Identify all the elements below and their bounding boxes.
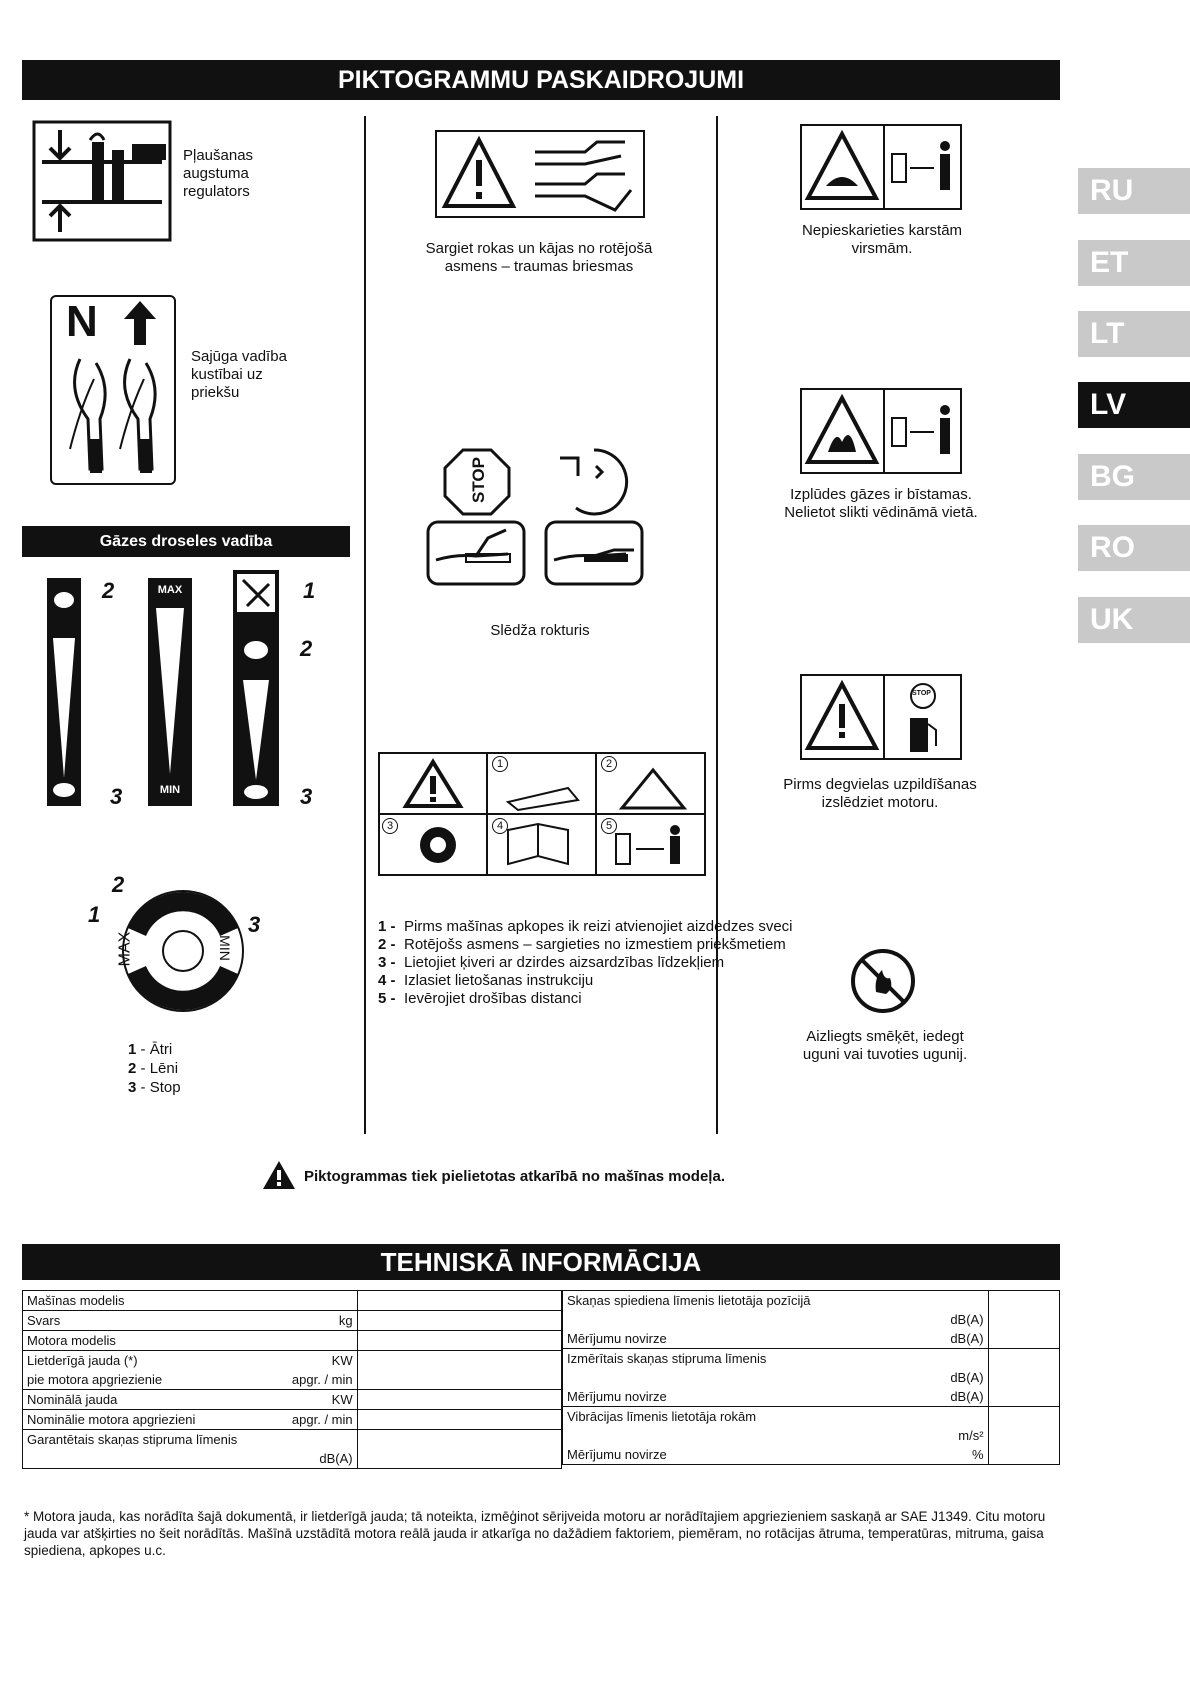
tech-info-title: TEHNISKĀ INFORMĀCIJA <box>22 1244 1060 1280</box>
cutting-height-icon <box>32 120 172 242</box>
speed-legend <box>128 1040 181 1097</box>
clutch-icon <box>50 295 176 485</box>
tech-value-cell[interactable] <box>357 1331 561 1351</box>
gauge-min-label: MIN <box>159 784 181 796</box>
table-row <box>563 1368 1060 1387</box>
grid-num-3: 3 <box>382 818 398 834</box>
lang-tab-lv[interactable]: LV <box>1078 382 1190 428</box>
footnote: * Motora jauda, kas norādīta šajā dokumentā, ir lietderīgā jauda; tā noteikta, izmēģinot sērijveida motoru ar norādītajiem apgriezieniem saskaņā ar SAE J1349. Citu motoru jauda var atšķirties no šeit norādītās. Mašīnā uzstādītā motora reālā jauda ir atkarīga no dažādiem faktoriem, piemēram, no rotācijas ātruma, temperatūras, mitruma, gaisa spiediena, apkopes u.c. <box>24 1509 1046 1558</box>
tech-label: Nominālie motora apgriezieni apgr. / min <box>23 1410 358 1430</box>
neutral-label: N <box>66 297 98 346</box>
tech-label: dB(A) <box>563 1310 989 1329</box>
dial-num-3: 3 <box>248 912 261 937</box>
tech-value-cell[interactable] <box>357 1291 561 1311</box>
lang-tab-bg[interactable]: BG <box>1078 454 1190 500</box>
gauge3-num-2: 2 <box>300 636 313 661</box>
dial-num-2: 2 <box>112 872 125 897</box>
tech-label: Izmērītais skaņas stipruma līmenis <box>563 1349 989 1369</box>
table-row <box>23 1351 562 1371</box>
legend-item: 3 - Lietojiet ķiveri ar dzirdes aizsardzības līdzekļiem <box>378 954 725 971</box>
clutch-caption: Sajūga vadība kustībai uz priekšu <box>191 348 287 401</box>
legend-item: 5 - Ievērojiet drošības distanci <box>378 990 582 1007</box>
tech-label: Nominālā jauda KW <box>23 1390 358 1410</box>
column-divider <box>364 116 366 1134</box>
table-row <box>563 1426 1060 1445</box>
safety-warnings-grid <box>378 752 706 876</box>
grid-num-5: 5 <box>601 818 617 834</box>
tech-label: Mērījumu novirze dB(A) <box>563 1329 989 1349</box>
table-row <box>563 1329 1060 1349</box>
tech-label: Garantētais skaņas stipruma līmenis <box>23 1430 358 1450</box>
tech-label: Mērījumu novirze % <box>563 1445 989 1465</box>
legend-item: 3 - Stop <box>128 1079 181 1096</box>
tech-label: Motora modelis <box>23 1331 358 1351</box>
grid-num-1: 1 <box>492 756 508 772</box>
throttle-gauge-max-min <box>148 578 192 806</box>
table-row <box>23 1291 562 1311</box>
blade-warning-icon <box>435 130 645 218</box>
throttle-wedge <box>148 578 192 806</box>
gauge3-num-3: 3 <box>300 784 313 809</box>
grid-num-2: 2 <box>601 756 617 772</box>
pictogram-note: Piktogrammas tiek pielietotas atkarībā no mašīnas modeļa. <box>304 1168 725 1185</box>
tech-label: dB(A) <box>23 1449 358 1469</box>
legend-item: 1 - Ātri <box>128 1041 173 1058</box>
lang-tab-ro[interactable]: RO <box>1078 525 1190 571</box>
no-fire-icon <box>850 948 916 1014</box>
safety-legend <box>378 918 793 1008</box>
table-row <box>23 1311 562 1331</box>
gauge3-num-1: 1 <box>303 578 316 603</box>
page-title: PIKTOGRAMMU PASKAIDROJUMI <box>22 60 1060 100</box>
table-row <box>563 1407 1060 1427</box>
lang-tab-et[interactable]: ET <box>1078 240 1190 286</box>
tech-label: pie motora apgriezienie apgr. / min <box>23 1370 358 1390</box>
table-row <box>563 1291 1060 1311</box>
lang-tab-ru[interactable]: RU <box>1078 168 1190 214</box>
handle-released-icon <box>426 520 526 586</box>
stop-sign-label: STOP <box>468 457 488 503</box>
legend-item: 2 - Rotējošs asmens – sargieties no izmestiem priekšmetiem <box>378 936 786 953</box>
dial-min-label: MIN <box>216 935 233 961</box>
tech-value-cell[interactable] <box>988 1291 1059 1349</box>
tech-value-cell[interactable] <box>988 1407 1059 1465</box>
throttle-gauge-choke <box>233 570 279 806</box>
tech-table-left <box>22 1290 562 1469</box>
tech-value-cell[interactable] <box>357 1430 561 1469</box>
tech-label: Mērījumu novirze dB(A) <box>563 1387 989 1407</box>
tech-value-cell[interactable] <box>988 1349 1059 1407</box>
table-row <box>563 1349 1060 1369</box>
no-fire-caption: Aizliegts smēķēt, iedegt uguni vai tuvoties ugunij. <box>802 1028 968 1063</box>
throttle-gauge-rabbit-turtle <box>47 578 81 806</box>
tech-label: dB(A) <box>563 1368 989 1387</box>
cutting-height-caption: Pļaušanas augstuma regulators <box>183 147 254 200</box>
gauge1-num-2: 2 <box>102 578 115 603</box>
exhaust-caption: Izplūdes gāzes ir bīstamas. Nelietot slikti vēdināmā vietā. <box>784 486 978 521</box>
tech-value-cell[interactable] <box>357 1410 561 1430</box>
tech-label: Mašīnas modelis <box>23 1291 358 1311</box>
tech-label: Skaņas spiediena līmenis lietotāja pozīcijā <box>563 1291 989 1311</box>
legend-item: 4 - Izlasiet lietošanas instrukciju <box>378 972 594 989</box>
tech-value-cell[interactable] <box>357 1351 561 1390</box>
grid-num-4: 4 <box>492 818 508 834</box>
warning-triangle-icon <box>262 1160 296 1190</box>
tech-label: m/s² <box>563 1426 989 1445</box>
gauge1-num-3: 3 <box>110 784 123 809</box>
handle-pressed-icon <box>544 520 644 586</box>
table-row <box>23 1430 562 1450</box>
gauge-max-label: MAX <box>157 584 183 596</box>
legend-item: 1 - Pirms mašīnas apkopes ik reizi atvienojiet aizdedzes sveci <box>378 918 793 935</box>
rotation-icon <box>556 446 630 516</box>
legend-item: 2 - Lēni <box>128 1060 179 1077</box>
refuel-caption: Pirms degvielas uzpildīšanas izslēdziet motoru. <box>783 776 977 811</box>
blade-caption: Sargiet rokas un kājas no rotējošā asmens – traumas briesmas <box>425 240 653 275</box>
lang-tab-uk[interactable]: UK <box>1078 597 1190 643</box>
tech-value-cell[interactable] <box>357 1311 561 1331</box>
table-row <box>563 1445 1060 1465</box>
table-row <box>23 1331 562 1351</box>
lang-tab-lt[interactable]: LT <box>1078 311 1190 357</box>
refuel-stop-label: STOP <box>912 690 931 697</box>
table-row <box>563 1310 1060 1329</box>
tech-label: Lietderīgā jauda (*) KW <box>23 1351 358 1371</box>
handle-lever-icon <box>60 349 168 479</box>
hot-surface-caption: Nepieskarieties karstām virsmām. <box>801 222 963 257</box>
arrow-up-icon <box>120 301 160 345</box>
tech-label: Svars kg <box>23 1311 358 1331</box>
exhaust-fumes-icon <box>800 388 962 474</box>
table-row <box>563 1387 1060 1407</box>
dial-max-label: MAX <box>116 931 134 967</box>
tech-label: Vibrācijas līmenis lietotāja rokām <box>563 1407 989 1427</box>
hot-surface-icon <box>800 124 962 210</box>
handle-caption: Slēdža rokturis <box>490 622 590 639</box>
dial-num-1: 1 <box>88 902 101 927</box>
table-row <box>23 1410 562 1430</box>
throttle-title: Gāzes droseles vadība <box>22 526 350 557</box>
table-row <box>23 1390 562 1410</box>
refuel-stop-icon <box>800 674 962 760</box>
tech-table-right <box>562 1290 1060 1465</box>
tech-value-cell[interactable] <box>357 1390 561 1410</box>
